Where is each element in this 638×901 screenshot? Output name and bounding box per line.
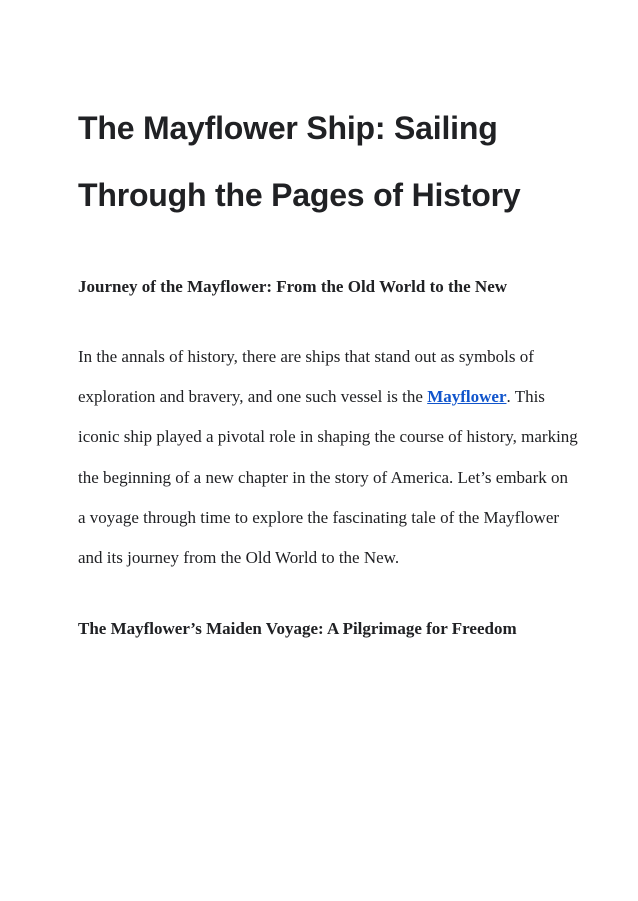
- intro-paragraph: [78, 337, 578, 578]
- paragraph-text-before-link: In the annals of history, there are ships that stand out as symbols of exploration and bravery, and one such vessel is the: [78, 347, 534, 407]
- section-heading-maiden-voyage: The Mayflower’s Maiden Voyage: A Pilgrimage for Freedom: [78, 619, 517, 639]
- paragraph-text-after-link: . This iconic ship played a pivotal role in shaping the course of history, marking the beginning of a new chapter in the story of America. Let’s embark on a voyage through time to explore the fascinating tale of the Mayflower and its journey from the Old World to the New.: [78, 387, 578, 568]
- mayflower-link[interactable]: Mayflower: [427, 387, 507, 407]
- document-title: The Mayflower Ship: Sailing Through the Pages of History: [78, 110, 521, 213]
- section-heading-journey: Journey of the Mayflower: From the Old World to the New: [78, 277, 508, 296]
